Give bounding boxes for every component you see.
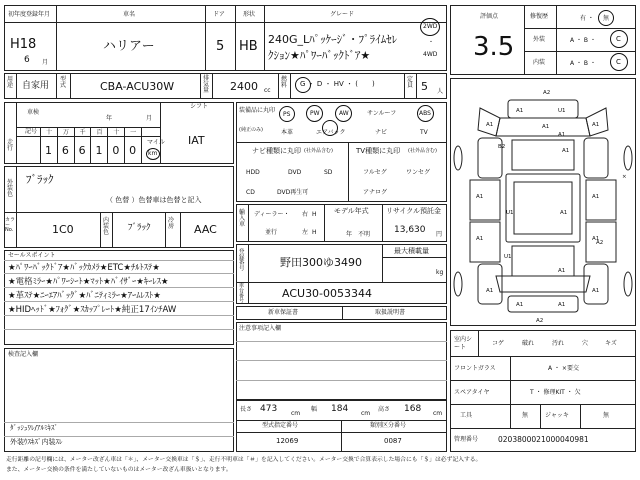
int-color-value: ﾌﾞﾗｯｸ [128, 223, 151, 233]
glass-value: A ・ ×要交 [548, 365, 579, 372]
manual-label: 取扱説明書 [375, 309, 406, 316]
usage-value: 自家用 [22, 81, 50, 91]
fuel-options: G ・ D ・ HV ・ ( ) [300, 80, 375, 88]
mark-a1-rl: A1 [486, 288, 494, 294]
equip-abs: ABS [419, 110, 431, 117]
model-year-value: 年 不明 [346, 231, 371, 238]
model-value: CBA-ACU30W [100, 80, 175, 93]
mark-a1-front-2: A1 [558, 132, 566, 138]
car-name-label: 車名 [123, 11, 136, 18]
chassis-label: 車台番号 [239, 283, 245, 304]
equip-navi: ナビ [375, 129, 388, 136]
first-reg-month: 6 [24, 55, 30, 65]
ext-color-value: ﾌﾞﾗｯｸ [26, 173, 54, 186]
mgmt-value: 0203800021000040981 [498, 435, 589, 444]
model-year-label: モデル年式 [334, 207, 369, 215]
km-unit: km [148, 150, 158, 157]
running-label: 走行 [7, 139, 14, 152]
equip-tv: TV [420, 129, 428, 136]
color-no-label: カラーNo. [5, 217, 16, 233]
interior-selected: C [616, 58, 621, 66]
length-value: 473 [260, 404, 278, 414]
sales-point-line: ★電格ﾐﾗｰ★ﾊﾟﾜｰｼｰﾄ★ﾏｯﾄ★ﾊﾞｲｻﾞｰ★ｷｰﾚｽ★ [8, 277, 169, 287]
shift-label: シフト [190, 103, 209, 110]
mark-a1-fl: A1 [486, 122, 494, 128]
mark-a1-rear: A1 [558, 268, 566, 274]
equip-sunroof: サンルーフ [367, 110, 397, 117]
height-value: 168 [404, 404, 422, 414]
kg-unit: kg [436, 269, 444, 276]
spare-label: スペアタイヤ [454, 389, 490, 396]
equip-airbag: エアバック [316, 129, 346, 136]
seat-hole: 穴 [582, 340, 589, 347]
equip-leather: 本革 [281, 129, 294, 136]
inspection-month-unit: 月 [146, 115, 153, 122]
nav-cd: CD [246, 189, 255, 196]
car-diagram [450, 78, 636, 326]
footer-line-1: 走行距離の記号欄には、メーター改ざん車は「＊」、メーター交換車は「＄」、走行不明車は「＃」を記入してください。メーター交換で合算表示した場合にも「＄」は必ず記入する。 [6, 457, 482, 463]
interior-options: A ・ B ・ [570, 60, 596, 67]
usage-label: 用途 [7, 76, 14, 89]
inspector-note-2: 外装ｳｽｷｽﾞ内装ｽﾚ [10, 438, 63, 446]
first-reg-year: H18 [10, 37, 37, 52]
height-unit: cm [433, 410, 443, 417]
tv-type-label: TV種類に丸印 [356, 147, 401, 155]
capacity-value: 5 [421, 80, 428, 93]
model-label: 型式 [60, 76, 67, 89]
seat-scratch: キズ [605, 340, 617, 347]
place-label: 記号 [25, 128, 38, 135]
cc-unit: cc [264, 87, 271, 94]
displacement-label: 排気量 [203, 75, 210, 94]
inspector-label: 検査記入欄 [8, 351, 39, 358]
exterior-label: 外装 [533, 36, 546, 43]
glass-label: フロントガラス [454, 365, 496, 372]
odometer-digit: 6 [78, 144, 86, 157]
mark-x: × [622, 174, 627, 180]
import-label: 輸入車 [239, 209, 246, 228]
shape-label: 形状 [243, 11, 256, 18]
equip-ps: PS [283, 111, 291, 118]
seat-stain: 汚れ [552, 340, 565, 347]
color-change-note: （ 色替 ）色替車は色替と記入 [106, 196, 202, 204]
grade-line-2: ｸｼｮﾝ★ﾊﾟﾜｰﾊﾞｯｸﾄﾞｱ★ [268, 49, 371, 62]
interior-label: 内装 [533, 59, 546, 66]
ac-label: 冷房 [168, 217, 175, 230]
chassis-value: ACU30-0053344 [282, 287, 373, 300]
height-label: 高さ [378, 406, 391, 413]
type-no-label: 型式指定番号 [262, 422, 299, 429]
repair-selected: 無 [603, 15, 610, 22]
import-parallel: 並行 [265, 229, 278, 236]
max-load-label: 最大積載量 [394, 247, 429, 255]
exterior-options: A ・ B ・ [570, 37, 596, 44]
int-color-label: 内装色 [103, 217, 110, 236]
shape-value: HB [239, 39, 258, 54]
drive-dot: ・ [428, 39, 435, 46]
import-dealer: ディーラー・ [254, 211, 290, 218]
repair-label: 修復歴 [530, 13, 549, 20]
reg-number-value: 野田300ゆ3490 [280, 256, 362, 269]
mark-u1-rear: U1 [504, 254, 512, 260]
odometer-digit: 6 [61, 144, 69, 157]
import-h-left: H [312, 229, 317, 236]
tools-value: 無 [522, 412, 529, 419]
ext-color-label: 外装色 [7, 179, 14, 198]
footer-line-2: また、メーター交換の条件を満たしていないものはメーター改ざん車扱いとなります。 [6, 467, 232, 473]
sales-points-label: セールスポイント [8, 252, 56, 259]
repair-options: 有 ・ [580, 15, 594, 22]
type-no-value: 12069 [276, 437, 299, 445]
sales-point-line: ★HIDﾍｯﾄﾞ★ﾌｫｸﾞ★ｽｶｯﾌﾟﾚｰﾄ★純正17ｲﾝﾁAW [8, 305, 177, 315]
mark-a1-door-rl: A1 [476, 236, 484, 242]
length-label: 長さ [240, 406, 253, 413]
month-unit: 月 [42, 59, 49, 66]
nav-dvd: DVD [288, 169, 302, 176]
score-value: 3.5 [473, 32, 515, 62]
mark-a1-bumper-l: A1 [516, 302, 524, 308]
mgmt-label: 管理番号 [454, 436, 479, 443]
mark-a1-fr: A1 [592, 122, 600, 128]
inspection-year-unit: 年 [106, 115, 113, 122]
first-reg-label: 初年度登録年月 [8, 11, 51, 18]
odometer-digit: 0 [129, 144, 137, 157]
equip-aw: AW [339, 110, 349, 117]
nav-sd: SD [324, 169, 333, 176]
width-unit: cm [361, 410, 371, 417]
grade-label: グレード [330, 11, 355, 18]
mark-a1-hood: A1 [542, 124, 550, 130]
ac-value: AAC [194, 223, 217, 236]
inspector-note-1: ﾀﾞｯｼｭﾜﾚ/ｱﾙﾐｷｽﾞ [10, 424, 58, 432]
mark-a1-roof: A1 [560, 210, 568, 216]
tools-label: 工具 [460, 412, 473, 419]
mark-u1-left: U1 [506, 210, 514, 216]
recycle-value: 13,630 [394, 225, 426, 235]
odometer-digit: 1 [95, 144, 103, 157]
score-label: 評価点 [480, 13, 499, 20]
class-no-label: 類別区分番号 [370, 422, 407, 429]
mark-u1-hood: U1 [558, 108, 566, 114]
drive-4wd: 4WD [423, 51, 438, 58]
width-label: 幅 [311, 406, 318, 413]
seat-tear: 破れ [522, 340, 535, 347]
reg-number-label: 登録番号 [239, 249, 245, 272]
doors-value: 5 [216, 39, 225, 54]
nav-hdd: HDD [246, 169, 260, 176]
mark-a1-door-fl: A1 [476, 194, 484, 200]
mark-a2-rear: A2 [536, 318, 544, 324]
import-h-right: H [312, 211, 317, 218]
mark-a2-rr: A2 [596, 240, 604, 246]
import-left: 左 [302, 229, 309, 236]
tv-type-sub: (社外品含む) [408, 148, 437, 154]
mark-a1-door-fr: A1 [592, 194, 600, 200]
seat-burn: コゲ [492, 340, 505, 347]
capacity-label: 定員 [407, 76, 414, 89]
tv-oneseg: ワンセグ [406, 169, 431, 176]
nav-type-sub: (社外品含む) [304, 148, 333, 154]
recycle-label: リサイクル預託金 [386, 207, 442, 215]
color-no-value: 1C0 [52, 223, 74, 236]
odometer-digit: 1 [45, 144, 52, 157]
sales-point-line: ★ﾊﾟﾜｰﾊﾞｯｸﾄﾞｱ★ﾊﾞｯｸｶﾒﾗ★ETC★ﾁﾙﾄｽﾃ★ [8, 263, 160, 273]
displacement-value: 2400 [230, 80, 258, 93]
warranty-label: 新車保証書 [268, 309, 299, 316]
length-unit: cm [291, 410, 301, 417]
exterior-selected: C [616, 35, 621, 43]
jack-label: ジャッキ [545, 412, 569, 419]
yen-unit: 円 [436, 231, 443, 238]
equipment-sub: (純正のみ) [239, 127, 263, 133]
mark-a1-ws: A1 [562, 148, 570, 154]
inspection-label: 車検 [27, 109, 40, 116]
import-right: 右 [302, 211, 309, 218]
caution-box [236, 322, 447, 400]
person-unit: 人 [437, 88, 444, 95]
seat-label: 室内シート [454, 336, 473, 352]
nav-dvd-play: DVD再生可 [277, 189, 309, 196]
spare-value: T ・ 修理KIT ・ 欠 [530, 389, 581, 396]
car-name: ハリアー [103, 39, 155, 54]
fuel-label: 燃料 [281, 76, 288, 89]
equip-pw: PW [310, 110, 320, 117]
mark-a2-front: A2 [543, 90, 551, 96]
tv-analog: アナログ [363, 189, 388, 196]
jack-value: 無 [603, 412, 610, 419]
mark-a1-rq: A1 [592, 288, 600, 294]
nav-type-label: ナビ種類に丸印 [252, 147, 301, 155]
mark-a1-bumper-r: A1 [558, 302, 566, 308]
sales-point-line: ★革ｽﾃ★ﾆｰｴｱﾊﾞｯｸﾞ★ﾊﾞﾆﾃｨﾐﾗｰ★ｱｰﾑﾚｽﾄ★ [8, 291, 161, 301]
shift-value: IAT [188, 134, 205, 147]
mark-b2: B2 [498, 144, 506, 150]
odometer: 十 1 万 6 千 6 百 1 十 0 一 0 [40, 127, 142, 164]
mark-a1-hood-l: A1 [516, 108, 524, 114]
width-value: 184 [331, 404, 349, 414]
doors-label: ドア [213, 11, 225, 18]
grade-line-1: 240G_Lﾊﾟｯｹｰｼﾞ・ﾌﾟﾗｲﾑｾﾚ [268, 33, 398, 46]
caution-label: 注意事項記入欄 [239, 325, 282, 332]
drive-2wd: 2WD [423, 23, 438, 30]
odometer-digit: 0 [112, 144, 120, 157]
mark-a1-door-rr: A1 [592, 236, 600, 242]
mile-label: マイル [147, 139, 165, 146]
tv-fullseg: フルセグ [363, 169, 387, 176]
class-no-value: 0087 [384, 437, 402, 445]
equipment-label: 装備品に丸印 [239, 107, 276, 114]
